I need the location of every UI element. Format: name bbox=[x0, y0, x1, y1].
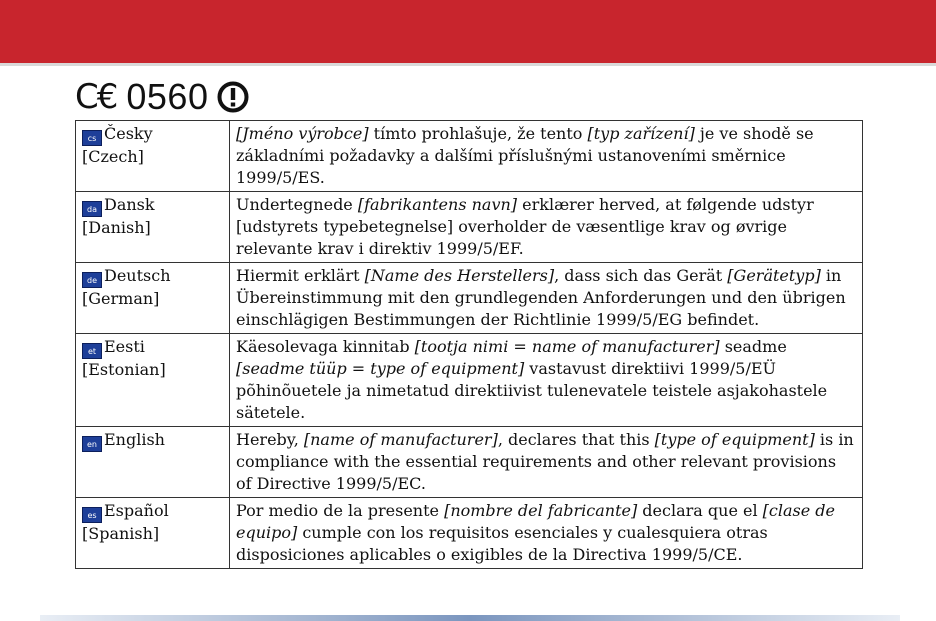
language-code-badge: et bbox=[82, 343, 102, 359]
language-name: Español bbox=[104, 501, 169, 520]
declaration-segment: Hereby, bbox=[236, 430, 304, 449]
declaration-segment: erklærer herved, at følgende udstyr [udstyrets typebetegnelse] overholder de væsentlige krav og øvrige relevante krav i direktiv 1999/5/EF. bbox=[236, 195, 814, 258]
placeholder-text: [typ zařízení] bbox=[587, 124, 695, 143]
footer-rule bbox=[40, 615, 900, 621]
language-name: Dansk bbox=[104, 195, 155, 214]
language-code-badge: es bbox=[82, 507, 102, 523]
declaration-segment: vastavust direktiivi 1999/5/EÜ põhinõuetele ja nimetatud direktiivist tulenevatele teistele asjakohastele sätetele. bbox=[236, 359, 828, 422]
declaration-segment: is in compliance with the essential requirements and other relevant provisions of Directive 1999/5/EC. bbox=[236, 430, 854, 493]
language-cell bbox=[76, 192, 230, 263]
declaration-segment: , dass sich das Gerät bbox=[554, 266, 728, 285]
declaration-segment: declara que el bbox=[637, 501, 763, 520]
language-cell bbox=[76, 498, 230, 569]
language-code-badge: cs bbox=[82, 130, 102, 146]
language-english-name: [Estonian] bbox=[82, 360, 166, 379]
language-name: Eesti bbox=[104, 337, 145, 356]
certification-row bbox=[75, 76, 250, 118]
placeholder-text: [fabrikantens navn] bbox=[357, 195, 518, 214]
language-english-name: [German] bbox=[82, 289, 160, 308]
declaration-segment: Käesolevaga kinnitab bbox=[236, 337, 415, 356]
declaration-row bbox=[76, 192, 863, 263]
declaration-segment: je ve shodě se základními požadavky a dalšími příslušnými ustanoveními směrnice 1999/5/ES. bbox=[236, 124, 814, 187]
language-cell bbox=[76, 334, 230, 427]
language-code-badge: de bbox=[82, 272, 102, 288]
language-cell bbox=[76, 427, 230, 498]
declaration-segment: tímto prohlašuje, že tento bbox=[368, 124, 588, 143]
declaration-row bbox=[76, 498, 863, 569]
language-name: Deutsch bbox=[104, 266, 171, 285]
declaration-text bbox=[230, 498, 863, 569]
declaration-segment: Undertegnede bbox=[236, 195, 358, 214]
placeholder-text: [type of equipment] bbox=[654, 430, 815, 449]
declaration-table bbox=[75, 120, 863, 569]
language-cell bbox=[76, 263, 230, 334]
declaration-text bbox=[230, 427, 863, 498]
placeholder-text: [Jméno výrobce] bbox=[236, 124, 369, 143]
placeholder-text: [Gerätetyp] bbox=[727, 266, 821, 285]
notified-body-number: 0560 bbox=[126, 76, 209, 117]
placeholder-text: [clase de equipo] bbox=[236, 501, 836, 542]
declaration-text bbox=[230, 121, 863, 192]
language-english-name: [Danish] bbox=[82, 218, 151, 237]
ce-mark: C€ bbox=[75, 77, 117, 117]
language-name: English bbox=[104, 430, 165, 449]
declaration-row bbox=[76, 427, 863, 498]
declaration-text bbox=[230, 334, 863, 427]
declaration-segment: Hiermit erklärt bbox=[236, 266, 365, 285]
declaration-row bbox=[76, 121, 863, 192]
placeholder-text: [seadme tüüp = type of equipment] bbox=[236, 359, 525, 378]
declaration-text bbox=[230, 192, 863, 263]
declaration-segment: in Übereinstimmung mit den grundlegenden Anforderungen und den übrigen einschlägigen Bestimmungen der Richtlinie 1999/5/EG befindet. bbox=[236, 266, 846, 329]
language-english-name: [Czech] bbox=[82, 147, 144, 166]
declaration-segment: seadme bbox=[719, 337, 787, 356]
declaration-segment: cumple con los requisitos esenciales y cualesquiera otras disposiciones aplicables o exigibles de la Directiva 1999/5/CE. bbox=[236, 523, 768, 564]
placeholder-text: [nombre del fabricante] bbox=[444, 501, 638, 520]
declaration-segment: , declares that this bbox=[497, 430, 655, 449]
language-cell bbox=[76, 121, 230, 192]
placeholder-text: [Name des Herstellers] bbox=[364, 266, 555, 285]
declaration-row bbox=[76, 263, 863, 334]
placeholder-text: [tootja nimi = name of manufacturer] bbox=[414, 337, 720, 356]
declaration-segment: Por medio de la presente bbox=[236, 501, 445, 520]
header-bar bbox=[0, 0, 936, 66]
declaration-text bbox=[230, 263, 863, 334]
language-code-badge: da bbox=[82, 201, 102, 217]
language-english-name: [Spanish] bbox=[82, 524, 160, 543]
declaration-row bbox=[76, 334, 863, 427]
class-2-alert-icon bbox=[216, 80, 250, 114]
placeholder-text: [name of manufacturer] bbox=[303, 430, 498, 449]
language-code-badge: en bbox=[82, 436, 102, 452]
language-name: Česky bbox=[104, 124, 153, 143]
